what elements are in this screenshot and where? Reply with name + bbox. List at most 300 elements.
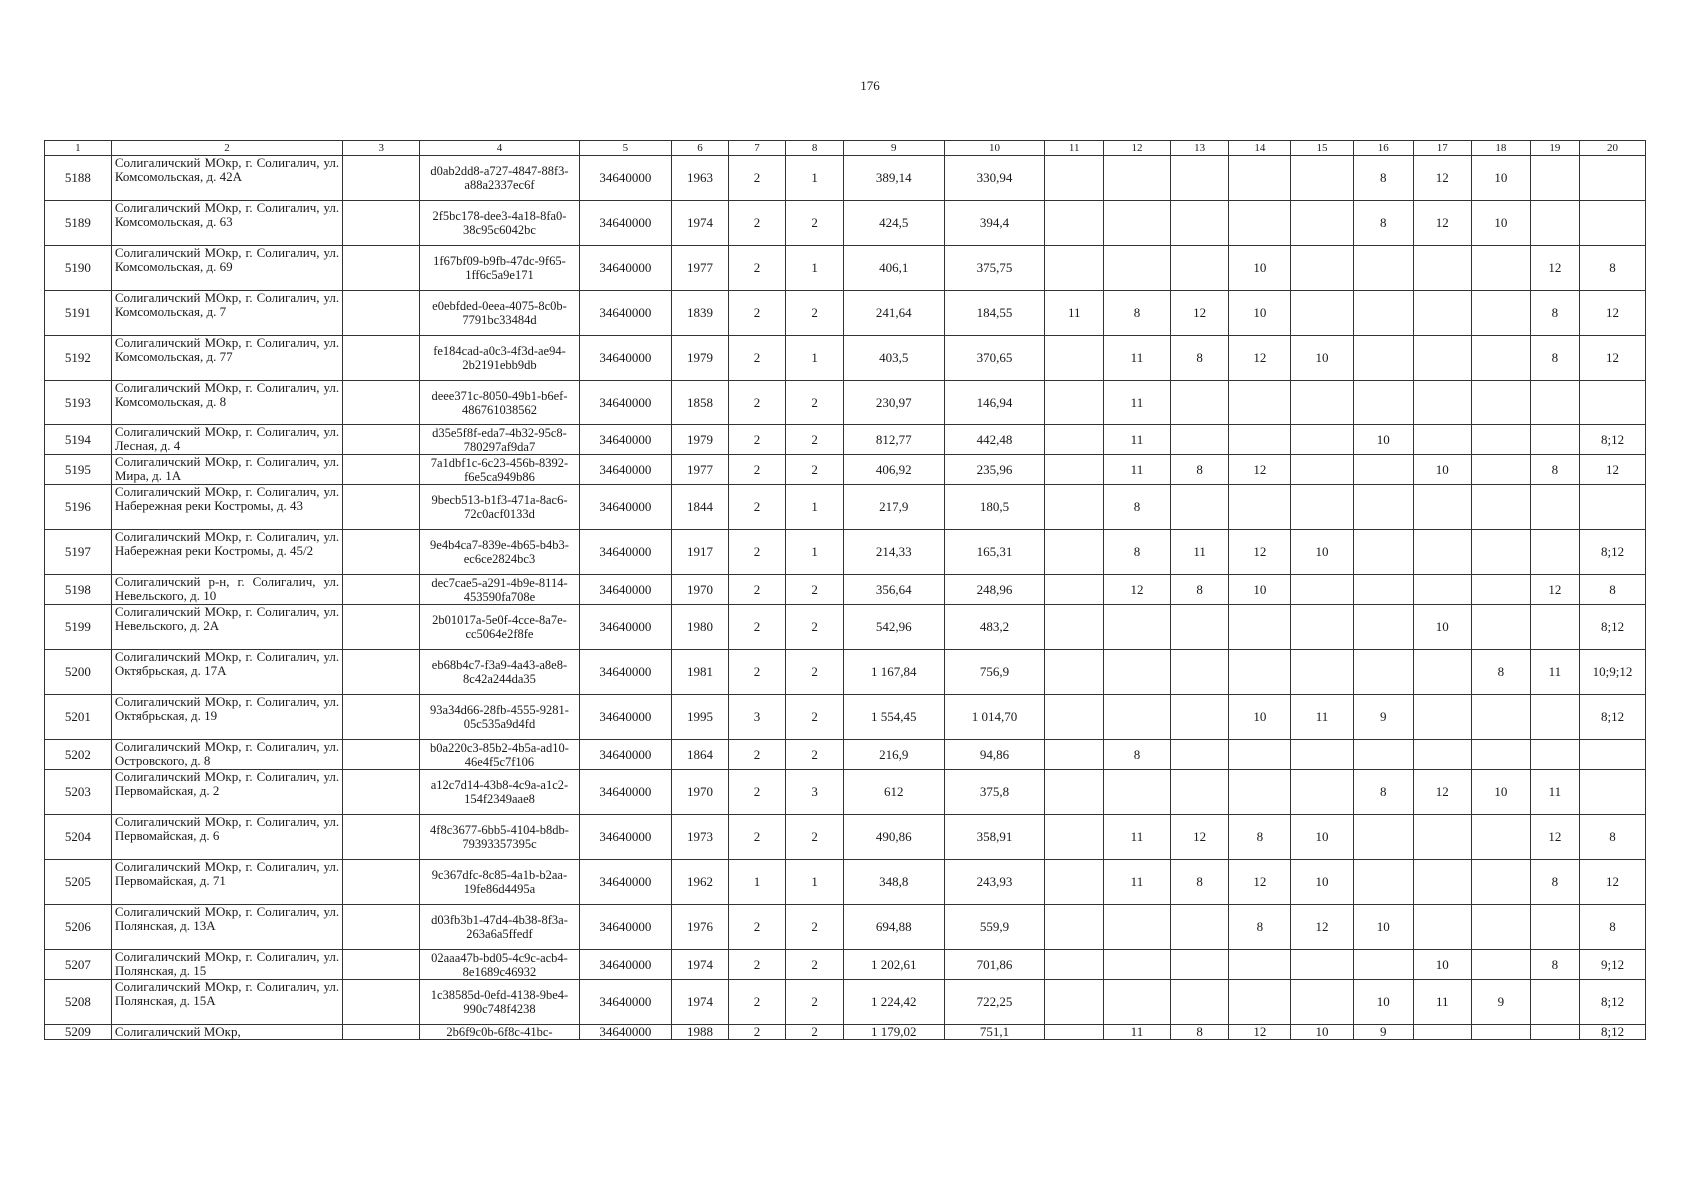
total-area-cell: 217,9 [843,485,944,530]
entrances-cell: 2 [786,291,844,336]
table-row [45,770,1646,815]
year-built-cell: 1970 [672,575,729,605]
work-c17-cell [1413,425,1472,455]
column-3-cell [343,575,420,605]
row-number-cell: 5191 [45,291,112,336]
address-cell: Солигаличский МОкр, г. Солигалич, ул. Островского, д. 8 [111,740,342,770]
work-c20-cell [1580,740,1646,770]
column-3-cell [343,905,420,950]
table-row [45,950,1646,980]
living-area-cell: 235,96 [944,455,1045,485]
work-c13-cell: 8 [1170,455,1229,485]
row-number-cell: 5204 [45,815,112,860]
work-c16-cell [1353,381,1413,425]
address-cell: Солигаличский МОкр, г. Солигалич, ул. Октябрьская, д. 17А [111,650,342,695]
work-c12-cell [1104,650,1171,695]
total-area-cell: 542,96 [843,605,944,650]
work-c12-cell [1104,201,1171,246]
floors-cell: 2 [728,485,786,530]
floors-cell: 2 [728,605,786,650]
column-3-cell [343,860,420,905]
address-cell: Солигаличский МОкр, г. Солигалич, ул. Первомайская, д. 71 [111,860,342,905]
work-c15-cell: 10 [1291,815,1354,860]
address-cell: Солигаличский МОкр, г. Солигалич, ул. Первомайская, д. 6 [111,815,342,860]
work-c16-cell: 8 [1353,156,1413,201]
living-area-cell: 180,5 [944,485,1045,530]
row-number-cell: 5188 [45,156,112,201]
address-cell: Солигаличский МОкр, г. Солигалич, ул. Комсомольская, д. 7 [111,291,342,336]
work-c19-cell: 8 [1530,950,1579,980]
total-area-cell: 490,86 [843,815,944,860]
column-3-cell [343,605,420,650]
living-area-cell: 330,94 [944,156,1045,201]
total-area-cell: 241,64 [843,291,944,336]
living-area-cell: 243,93 [944,860,1045,905]
work-c12-cell: 11 [1104,815,1171,860]
living-area-cell: 1 014,70 [944,695,1045,740]
work-c16-cell [1353,291,1413,336]
work-c18-cell [1472,860,1531,905]
work-c14-cell [1229,605,1291,650]
floors-cell: 3 [728,695,786,740]
address-cell: Солигаличский МОкр, г. Солигалич, ул. Комсомольская, д. 63 [111,201,342,246]
work-c11-cell [1045,201,1104,246]
year-built-cell: 1844 [672,485,729,530]
row-number-cell: 5206 [45,905,112,950]
work-c18-cell [1472,336,1531,381]
table-row [45,201,1646,246]
column-3-cell [343,201,420,246]
work-c18-cell [1472,950,1531,980]
okato-code-cell: 34640000 [579,455,672,485]
okato-code-cell: 34640000 [579,980,672,1025]
work-c17-cell [1413,740,1472,770]
okato-code-cell: 34640000 [579,740,672,770]
column-header: 9 [843,141,944,156]
total-area-cell: 348,8 [843,860,944,905]
column-3-cell [343,770,420,815]
work-c20-cell: 8;12 [1580,980,1646,1025]
okato-code-cell: 34640000 [579,246,672,291]
column-header: 20 [1580,141,1646,156]
house-guid-cell: 4f8c3677-6bb5-4104-b8db-79393357395c [420,815,579,860]
table-row [45,740,1646,770]
work-c19-cell [1530,905,1579,950]
floors-cell: 2 [728,336,786,381]
work-c16-cell [1353,950,1413,980]
work-c14-cell [1229,650,1291,695]
work-c12-cell: 11 [1104,336,1171,381]
year-built-cell: 1981 [672,650,729,695]
house-guid-cell: 9e4b4ca7-839e-4b65-b4b3-ec6ce2824bc3 [420,530,579,575]
house-guid-cell: 93a34d66-28fb-4555-9281-05c535a9d4fd [420,695,579,740]
entrances-cell: 2 [786,650,844,695]
living-area-cell: 358,91 [944,815,1045,860]
work-c15-cell [1291,485,1354,530]
work-c15-cell [1291,950,1354,980]
work-c15-cell [1291,156,1354,201]
work-c20-cell: 9;12 [1580,950,1646,980]
house-guid-cell: 2b6f9c0b-6f8c-41bc- [420,1025,579,1040]
work-c12-cell: 11 [1104,425,1171,455]
row-number-cell: 5202 [45,740,112,770]
work-c19-cell: 12 [1530,575,1579,605]
house-guid-cell: a12c7d14-43b8-4c9a-a1c2-154f2349aae8 [420,770,579,815]
floors-cell: 2 [728,980,786,1025]
work-c14-cell: 8 [1229,905,1291,950]
work-c20-cell [1580,381,1646,425]
column-header: 14 [1229,141,1291,156]
work-c15-cell [1291,740,1354,770]
work-c17-cell [1413,650,1472,695]
work-c13-cell: 12 [1170,291,1229,336]
work-c14-cell: 12 [1229,455,1291,485]
okato-code-cell: 34640000 [579,695,672,740]
total-area-cell: 389,14 [843,156,944,201]
work-c20-cell: 8 [1580,575,1646,605]
entrances-cell: 1 [786,530,844,575]
entrances-cell: 3 [786,770,844,815]
floors-cell: 2 [728,291,786,336]
year-built-cell: 1858 [672,381,729,425]
work-c17-cell [1413,815,1472,860]
work-c13-cell [1170,156,1229,201]
house-guid-cell: deee371c-8050-49b1-b6ef-486761038562 [420,381,579,425]
okato-code-cell: 34640000 [579,485,672,530]
work-c14-cell [1229,950,1291,980]
row-number-cell: 5189 [45,201,112,246]
table-row [45,156,1646,201]
address-cell: Солигаличский МОкр, г. Солигалич, ул. Полянская, д. 13А [111,905,342,950]
work-c19-cell: 8 [1530,291,1579,336]
total-area-cell: 1 202,61 [843,950,944,980]
house-guid-cell: fe184cad-a0c3-4f3d-ae94-2b2191ebb9db [420,336,579,381]
work-c16-cell [1353,336,1413,381]
work-c17-cell: 12 [1413,201,1472,246]
work-c17-cell [1413,1025,1472,1040]
okato-code-cell: 34640000 [579,950,672,980]
work-c16-cell: 8 [1353,201,1413,246]
living-area-cell: 722,25 [944,980,1045,1025]
entrances-cell: 2 [786,605,844,650]
address-cell: Солигаличский МОкр, г. Солигалич, ул. Комсомольская, д. 42А [111,156,342,201]
work-c20-cell: 8;12 [1580,530,1646,575]
address-cell: Солигаличский МОкр, г. Солигалич, ул. Первомайская, д. 2 [111,770,342,815]
column-3-cell [343,530,420,575]
column-3-cell [343,246,420,291]
column-3-cell [343,156,420,201]
work-c13-cell: 11 [1170,530,1229,575]
entrances-cell: 1 [786,156,844,201]
column-3-cell [343,455,420,485]
entrances-cell: 2 [786,381,844,425]
work-c13-cell [1170,605,1229,650]
work-c14-cell [1229,980,1291,1025]
work-c14-cell [1229,740,1291,770]
work-c13-cell [1170,950,1229,980]
column-header: 7 [728,141,786,156]
row-number-cell: 5190 [45,246,112,291]
living-area-cell: 94,86 [944,740,1045,770]
living-area-cell: 165,31 [944,530,1045,575]
work-c18-cell: 10 [1472,201,1531,246]
column-header: 8 [786,141,844,156]
entrances-cell: 2 [786,905,844,950]
work-c14-cell: 12 [1229,860,1291,905]
work-c17-cell: 12 [1413,770,1472,815]
work-c15-cell [1291,575,1354,605]
total-area-cell: 406,92 [843,455,944,485]
work-c18-cell [1472,485,1531,530]
work-c20-cell: 12 [1580,291,1646,336]
work-c14-cell: 10 [1229,695,1291,740]
address-cell: Солигаличский МОкр, г. Солигалич, ул. Комсомольская, д. 69 [111,246,342,291]
row-number-cell: 5194 [45,425,112,455]
entrances-cell: 2 [786,980,844,1025]
row-number-cell: 5208 [45,980,112,1025]
work-c14-cell: 12 [1229,1025,1291,1040]
living-area-cell: 394,4 [944,201,1045,246]
table-row [45,336,1646,381]
work-c18-cell [1472,695,1531,740]
work-c16-cell [1353,575,1413,605]
total-area-cell: 812,77 [843,425,944,455]
work-c20-cell: 8 [1580,905,1646,950]
work-c11-cell [1045,740,1104,770]
work-c12-cell [1104,695,1171,740]
work-c11-cell [1045,455,1104,485]
work-c12-cell: 8 [1104,291,1171,336]
house-guid-cell: eb68b4c7-f3a9-4a43-a8e8-8c42a244da35 [420,650,579,695]
work-c16-cell [1353,530,1413,575]
table-row [45,246,1646,291]
work-c16-cell: 9 [1353,695,1413,740]
entrances-cell: 2 [786,575,844,605]
work-c20-cell [1580,770,1646,815]
okato-code-cell: 34640000 [579,336,672,381]
work-c12-cell [1104,246,1171,291]
work-c18-cell [1472,455,1531,485]
entrances-cell: 2 [786,815,844,860]
house-guid-cell: 2f5bc178-dee3-4a18-8fa0-38c95c6042bc [420,201,579,246]
year-built-cell: 1962 [672,860,729,905]
work-c17-cell: 10 [1413,455,1472,485]
work-c18-cell [1472,815,1531,860]
okato-code-cell: 34640000 [579,381,672,425]
house-guid-cell: 1c38585d-0efd-4138-9be4-990c748f4238 [420,980,579,1025]
total-area-cell: 1 167,84 [843,650,944,695]
work-c13-cell [1170,485,1229,530]
work-c11-cell [1045,425,1104,455]
okato-code-cell: 34640000 [579,770,672,815]
work-c15-cell [1291,770,1354,815]
work-c17-cell [1413,695,1472,740]
column-header: 5 [579,141,672,156]
entrances-cell: 2 [786,201,844,246]
living-area-cell: 375,75 [944,246,1045,291]
entrances-cell: 2 [786,740,844,770]
work-c19-cell [1530,201,1579,246]
work-c18-cell: 8 [1472,650,1531,695]
work-c17-cell [1413,291,1472,336]
okato-code-cell: 34640000 [579,201,672,246]
work-c19-cell: 11 [1530,650,1579,695]
entrances-cell: 1 [786,336,844,381]
work-c16-cell [1353,246,1413,291]
address-cell: Солигаличский МОкр, г. Солигалич, ул. Полянская, д. 15А [111,980,342,1025]
work-c12-cell: 8 [1104,485,1171,530]
work-c20-cell [1580,156,1646,201]
work-c17-cell: 11 [1413,980,1472,1025]
total-area-cell: 612 [843,770,944,815]
work-c19-cell [1530,425,1579,455]
work-c16-cell: 10 [1353,425,1413,455]
house-guid-cell: dec7cae5-a291-4b9e-8114-453590fa708e [420,575,579,605]
address-cell: Солигаличский МОкр, г. Солигалич, ул. Набережная реки Костромы, д. 43 [111,485,342,530]
work-c17-cell [1413,575,1472,605]
work-c15-cell [1291,605,1354,650]
address-cell: Солигаличский МОкр, г. Солигалич, ул. Комсомольская, д. 8 [111,381,342,425]
work-c13-cell: 8 [1170,336,1229,381]
row-number-cell: 5197 [45,530,112,575]
work-c11-cell [1045,530,1104,575]
work-c14-cell [1229,425,1291,455]
work-c11-cell [1045,770,1104,815]
total-area-cell: 1 224,42 [843,980,944,1025]
entrances-cell: 2 [786,695,844,740]
column-header: 12 [1104,141,1171,156]
entrances-cell: 1 [786,860,844,905]
column-header: 4 [420,141,579,156]
work-c12-cell: 12 [1104,575,1171,605]
total-area-cell: 694,88 [843,905,944,950]
work-c13-cell [1170,246,1229,291]
address-cell: Солигаличский р-н, г. Солигалич, ул. Невельского, д. 10 [111,575,342,605]
floors-cell: 2 [728,650,786,695]
work-c15-cell: 10 [1291,530,1354,575]
year-built-cell: 1973 [672,815,729,860]
work-c12-cell: 11 [1104,860,1171,905]
table-row [45,905,1646,950]
work-c11-cell [1045,575,1104,605]
work-c14-cell: 12 [1229,336,1291,381]
column-header: 18 [1472,141,1531,156]
year-built-cell: 1839 [672,291,729,336]
house-guid-cell: 9becb513-b1f3-471a-8ac6-72c0acf0133d [420,485,579,530]
work-c13-cell: 8 [1170,1025,1229,1040]
work-c18-cell [1472,530,1531,575]
work-c12-cell: 11 [1104,1025,1171,1040]
column-header: 15 [1291,141,1354,156]
row-number-cell: 5195 [45,455,112,485]
floors-cell: 2 [728,740,786,770]
work-c18-cell [1472,246,1531,291]
work-c12-cell: 8 [1104,740,1171,770]
work-c14-cell [1229,201,1291,246]
work-c19-cell [1530,485,1579,530]
floors-cell: 2 [728,201,786,246]
work-c20-cell [1580,485,1646,530]
work-c16-cell [1353,485,1413,530]
work-c12-cell [1104,770,1171,815]
floors-cell: 2 [728,530,786,575]
column-header: 3 [343,141,420,156]
address-cell: Солигаличский МОкр, г. Солигалич, ул. Октябрьская, д. 19 [111,695,342,740]
work-c19-cell [1530,695,1579,740]
total-area-cell: 214,33 [843,530,944,575]
work-c18-cell: 9 [1472,980,1531,1025]
year-built-cell: 1977 [672,246,729,291]
column-header: 17 [1413,141,1472,156]
address-cell: Солигаличский МОкр, г. Солигалич, ул. Лесная, д. 4 [111,425,342,455]
work-c19-cell: 11 [1530,770,1579,815]
table-row [45,860,1646,905]
column-header: 10 [944,141,1045,156]
column-3-cell [343,381,420,425]
work-c16-cell: 9 [1353,1025,1413,1040]
okato-code-cell: 34640000 [579,650,672,695]
work-c14-cell: 8 [1229,815,1291,860]
work-c17-cell [1413,530,1472,575]
work-c13-cell: 8 [1170,575,1229,605]
work-c18-cell [1472,381,1531,425]
work-c18-cell: 10 [1472,156,1531,201]
total-area-cell: 1 554,45 [843,695,944,740]
work-c14-cell: 10 [1229,291,1291,336]
column-3-cell [343,650,420,695]
work-c12-cell: 11 [1104,381,1171,425]
work-c15-cell [1291,246,1354,291]
work-c13-cell [1170,740,1229,770]
page-number: 176 [860,78,880,93]
work-c18-cell [1472,740,1531,770]
work-c14-cell [1229,156,1291,201]
year-built-cell: 1979 [672,336,729,381]
year-built-cell: 1963 [672,156,729,201]
work-c13-cell [1170,905,1229,950]
work-c15-cell: 12 [1291,905,1354,950]
work-c19-cell [1530,530,1579,575]
work-c19-cell [1530,156,1579,201]
work-c20-cell: 8 [1580,815,1646,860]
table-row [45,575,1646,605]
work-c19-cell: 12 [1530,815,1579,860]
row-number-cell: 5199 [45,605,112,650]
okato-code-cell: 34640000 [579,425,672,455]
work-c19-cell: 12 [1530,246,1579,291]
work-c11-cell [1045,950,1104,980]
work-c11-cell [1045,980,1104,1025]
total-area-cell: 406,1 [843,246,944,291]
entrances-cell: 1 [786,485,844,530]
column-3-cell [343,980,420,1025]
okato-code-cell: 34640000 [579,1025,672,1040]
work-c19-cell: 8 [1530,860,1579,905]
work-c16-cell [1353,815,1413,860]
table-body [45,141,1646,1040]
work-c11-cell [1045,605,1104,650]
living-area-cell: 370,65 [944,336,1045,381]
total-area-cell: 216,9 [843,740,944,770]
work-c20-cell: 8;12 [1580,1025,1646,1040]
column-3-cell [343,485,420,530]
column-3-cell [343,815,420,860]
total-area-cell: 403,5 [843,336,944,381]
entrances-cell: 1 [786,246,844,291]
floors-cell: 2 [728,815,786,860]
living-area-cell: 756,9 [944,650,1045,695]
year-built-cell: 1988 [672,1025,729,1040]
